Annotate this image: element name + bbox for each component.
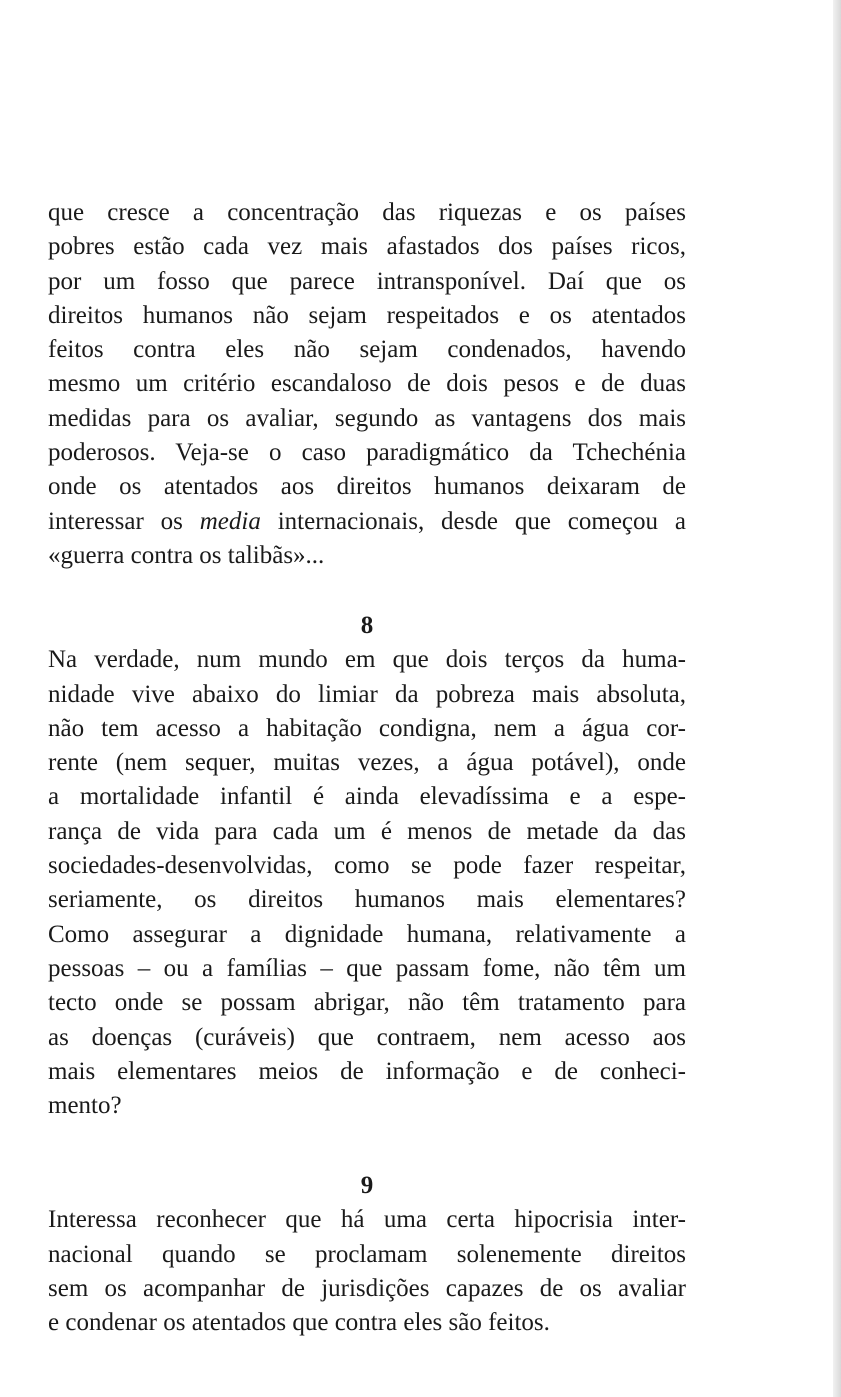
text-line: as doenças (curáveis) que contraem, nem acesso aos — [48, 1023, 686, 1051]
text-line: pessoas – ou a famílias – que passam fome, não têm um — [48, 954, 686, 982]
text-line: Interessa reconhecer que há uma certa hipocrisia inter- — [48, 1206, 686, 1234]
text-line: feitos contra eles não sejam condenados, havendo — [48, 336, 686, 364]
text-line: rente (nem sequer, muitas vezes, a água potável), onde — [48, 749, 686, 777]
text-line: não tem acesso a habitação condigna, nem a água cor- — [48, 714, 686, 742]
text-line: Na verdade, num mundo em que dois terços da huma- — [48, 646, 686, 674]
text-line: direitos humanos não sejam respeitados e os atentados — [48, 301, 686, 329]
text-line: mesmo um critério escandaloso de dois pesos e de duas — [48, 370, 686, 398]
text-line: a mortalidade infantil é ainda elevadíssima e a espe- — [48, 783, 686, 811]
text-line-with-italic — [48, 505, 686, 539]
paragraph-1 — [48, 196, 686, 573]
text-line: onde os atentados aos direitos humanos deixaram de — [48, 473, 686, 501]
section-number-8: 8 — [360, 612, 374, 640]
text-line: Como assegurar a dignidade humana, relativamente a — [48, 920, 686, 948]
text-line: pobres estão cada vez mais afastados dos países ricos, — [48, 233, 686, 261]
text-line: que cresce a concentração das riquezas e os países — [48, 199, 686, 226]
text-line: seriamente, os direitos humanos mais elementares? — [48, 886, 686, 914]
text-line: mais elementares meios de informação e de conheci- — [48, 1057, 686, 1085]
text-line: «guerra contra os talibãs»... — [48, 541, 325, 569]
text-line: sem os acompanhar de jurisdições capazes de os avaliar — [48, 1275, 686, 1303]
text-line: nacional quando se proclamam solenemente direitos — [48, 1240, 686, 1268]
text-line: nidade vive abaixo do limiar da pobreza mais absoluta, — [48, 680, 686, 708]
book-page — [48, 196, 686, 1341]
text-line: tecto onde se possam abrigar, não têm tratamento para — [48, 989, 686, 1017]
text-line: e condenar os atentados que contra eles são feitos. — [48, 1309, 550, 1337]
text-line: por um fosso que parece intransponível. Daí que os — [48, 267, 686, 295]
page-edge-shadow — [833, 0, 841, 1397]
section-number-9: 9 — [360, 1172, 374, 1200]
text-segment: internacionais, desde que começou a — [260, 507, 686, 535]
italic-word-media: media — [199, 507, 261, 535]
text-segment: interessar os — [48, 507, 200, 535]
text-line: sociedades-desenvolvidas, como se pode fazer respeitar, — [48, 852, 686, 880]
paragraph-section-9 — [48, 1203, 686, 1340]
text-line: poderosos. Veja-se o caso paradigmático da Tchechénia — [48, 439, 686, 467]
text-line: mento? — [48, 1092, 122, 1120]
paragraph-section-8 — [48, 643, 686, 1123]
text-line: medidas para os avaliar, segundo as vantagens dos mais — [48, 404, 686, 432]
text-line: rança de vida para cada um é menos de metade da das — [48, 817, 686, 845]
